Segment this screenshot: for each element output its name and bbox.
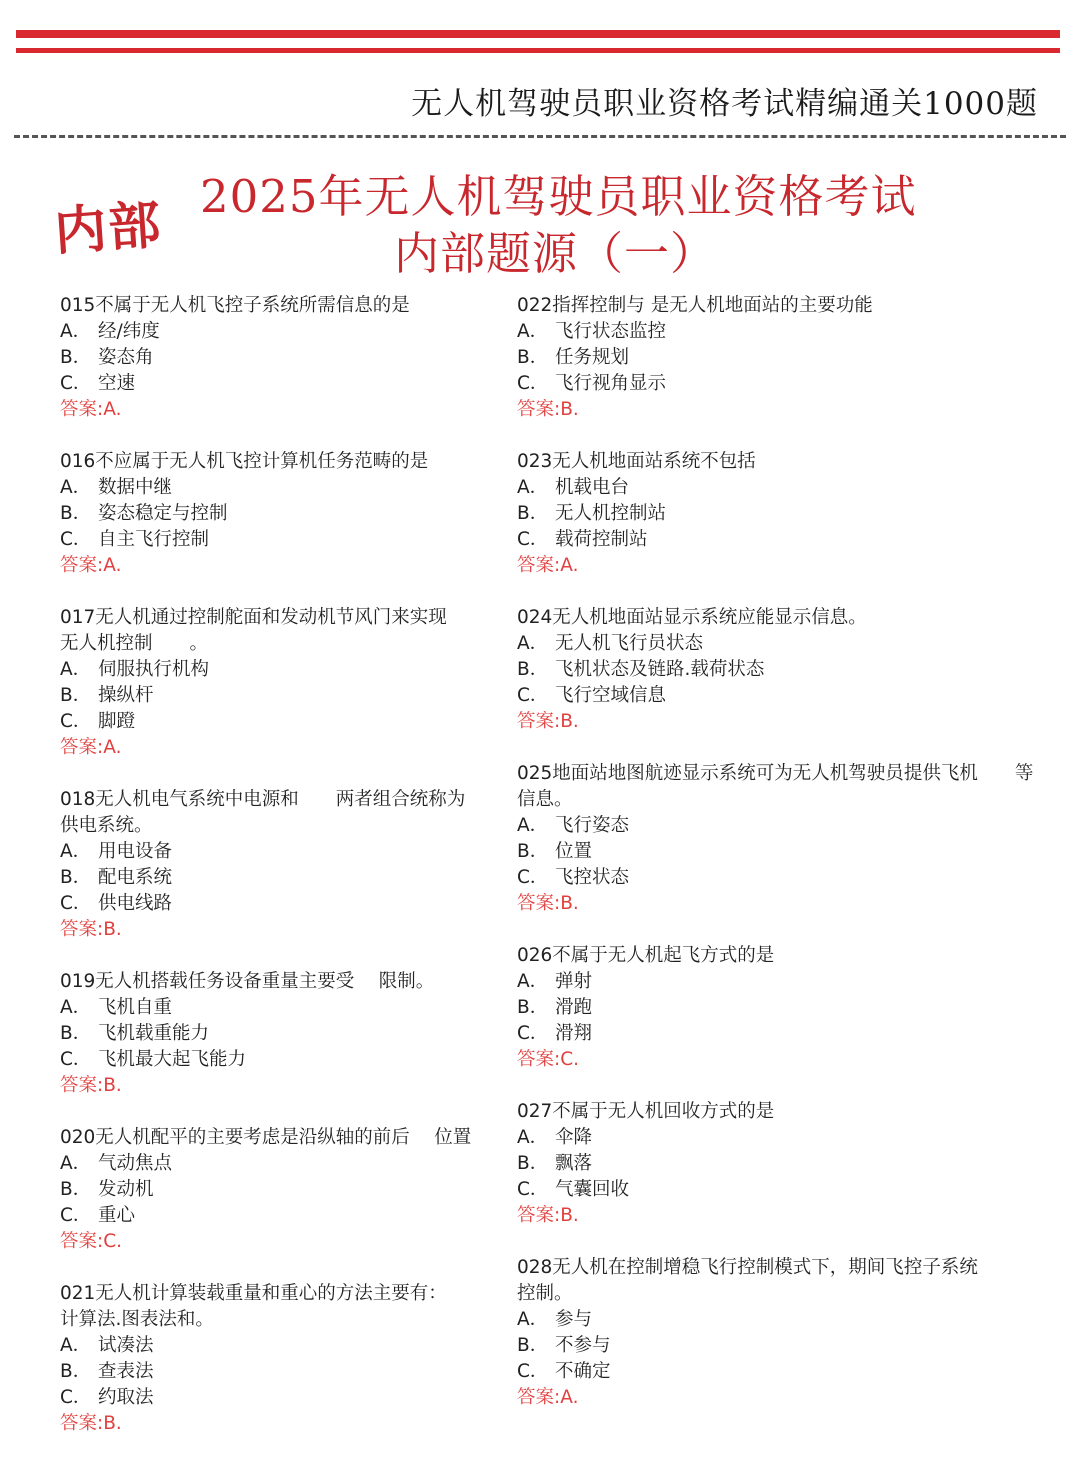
- option-text: 飞行视角显示: [555, 373, 667, 394]
- answer-option: [60, 709, 490, 735]
- answer-option: [517, 969, 1045, 995]
- answer-key: 答案:A.: [517, 555, 579, 576]
- answer-option: [60, 1203, 490, 1229]
- option-text: 不参与: [555, 1335, 611, 1356]
- option-text: 经/纬度: [98, 321, 160, 342]
- option-text: 飞机最大起飞能力: [98, 1049, 247, 1070]
- question-text: 025地面站地图航迹显示系统可为无人机驾驶员提供飞机 等 信息。: [517, 763, 1034, 810]
- option-letter: C．: [517, 1361, 549, 1382]
- option-letter: C．: [60, 529, 92, 550]
- question-text: 015不属于无人机飞控子系统所需信息的是: [60, 295, 410, 316]
- answer-option: [60, 371, 490, 397]
- option-letter: A．: [517, 1127, 549, 1148]
- answer-option: [517, 1333, 1045, 1359]
- option-letter: B．: [517, 659, 549, 680]
- option-letter: B．: [517, 1335, 549, 1356]
- option-text: 查表法: [98, 1361, 154, 1382]
- answer-option: [60, 527, 490, 553]
- option-letter: A．: [60, 1335, 92, 1356]
- option-letter: C．: [60, 1049, 92, 1070]
- option-text: 任务规划: [555, 347, 630, 368]
- top-red-bar: [16, 30, 1060, 38]
- question-text: 023无人机地面站系统不包括: [517, 451, 756, 472]
- question-item: [60, 787, 490, 943]
- answer-option: [60, 1177, 490, 1203]
- option-letter: C．: [60, 893, 92, 914]
- answer-option: [60, 345, 490, 371]
- option-text: 姿态角: [98, 347, 154, 368]
- option-letter: A．: [60, 321, 92, 342]
- question-item: [517, 1255, 1045, 1411]
- question-item: [60, 449, 490, 579]
- option-text: 发动机: [98, 1179, 154, 1200]
- document-header-title: 无人机驾驶员职业资格考试精编通关1000题: [411, 86, 1038, 122]
- answer-option: [517, 475, 1045, 501]
- answer-option: [60, 865, 490, 891]
- top-red-bar-thin: [16, 48, 1060, 53]
- answer-key: 答案:B.: [517, 399, 579, 420]
- page-title: [200, 168, 917, 282]
- answer-option: [517, 1021, 1045, 1047]
- question-text: 022指挥控制与 是无人机地面站的主要功能: [517, 295, 873, 316]
- answer-key: 答案:A.: [517, 1387, 579, 1408]
- option-text: 飞行空域信息: [555, 685, 667, 706]
- option-text: 无人机控制站: [555, 503, 667, 524]
- option-text: 试凑法: [98, 1335, 154, 1356]
- answer-option: [517, 501, 1045, 527]
- option-text: 数据中继: [98, 477, 173, 498]
- option-text: 飘落: [555, 1153, 593, 1174]
- answer-option: [517, 527, 1045, 553]
- answer-key: 答案:A.: [60, 555, 122, 576]
- option-letter: C．: [60, 373, 92, 394]
- answer-option: [60, 1021, 490, 1047]
- answer-option: [517, 319, 1045, 345]
- option-letter: C．: [517, 867, 549, 888]
- answer-option: [517, 995, 1045, 1021]
- option-letter: A．: [60, 997, 92, 1018]
- question-item: [517, 1099, 1045, 1229]
- answer-option: [60, 657, 490, 683]
- answer-option: [517, 1125, 1045, 1151]
- answer-option: [60, 1385, 490, 1411]
- option-letter: A．: [517, 971, 549, 992]
- option-text: 载荷控制站: [555, 529, 648, 550]
- question-item: [517, 605, 1045, 735]
- page-title-line-1: 2025年无人机驾驶员职业资格考试: [200, 170, 917, 223]
- question-item: [517, 293, 1045, 423]
- option-text: 供电线路: [98, 893, 173, 914]
- question-item: [517, 943, 1045, 1073]
- option-text: 伞降: [555, 1127, 593, 1148]
- question-text: 024无人机地面站显示系统应能显示信息。: [517, 607, 867, 628]
- option-text: 飞机载重能力: [98, 1023, 210, 1044]
- option-text: 伺服执行机构: [98, 659, 210, 680]
- option-text: 机载电台: [555, 477, 630, 498]
- option-letter: B．: [60, 867, 92, 888]
- option-letter: B．: [517, 997, 549, 1018]
- question-item: [60, 1281, 490, 1437]
- question-item: [517, 761, 1045, 917]
- option-letter: B．: [517, 841, 549, 862]
- option-text: 重心: [98, 1205, 136, 1226]
- question-text: 021无人机计算装载重量和重心的方法主要有： 计算法.图表法和。: [60, 1283, 447, 1330]
- answer-option: [60, 501, 490, 527]
- option-letter: B．: [60, 1023, 92, 1044]
- option-text: 滑翔: [555, 1023, 593, 1044]
- question-text: 020无人机配平的主要考虑是沿纵轴的前后 位置: [60, 1127, 472, 1148]
- answer-key: 答案:C.: [517, 1049, 580, 1070]
- answer-key: 答案:B.: [517, 893, 579, 914]
- option-text: 操纵杆: [98, 685, 154, 706]
- question-text: 018无人机电气系统中电源和 两者组合统称为 供电系统。: [60, 789, 466, 836]
- right-question-column: [517, 293, 1045, 1437]
- option-text: 气囊回收: [555, 1179, 630, 1200]
- option-letter: C．: [60, 1205, 92, 1226]
- option-letter: B．: [60, 1361, 92, 1382]
- option-text: 飞机状态及链路.载荷状态: [555, 659, 765, 680]
- answer-key: 答案:B.: [517, 711, 579, 732]
- answer-key: 答案:B.: [60, 1075, 122, 1096]
- answer-option: [60, 1359, 490, 1385]
- option-letter: A．: [60, 659, 92, 680]
- option-text: 用电设备: [98, 841, 173, 862]
- answer-option: [60, 319, 490, 345]
- answer-key: 答案:A.: [60, 737, 122, 758]
- option-text: 不确定: [555, 1361, 611, 1382]
- answer-option: [60, 1333, 490, 1359]
- option-letter: A．: [60, 477, 92, 498]
- question-item: [60, 1125, 490, 1255]
- question-item: [60, 293, 490, 423]
- option-letter: C．: [517, 1023, 549, 1044]
- option-text: 参与: [555, 1309, 593, 1330]
- answer-option: [517, 657, 1045, 683]
- option-letter: A．: [60, 1153, 92, 1174]
- option-letter: C．: [60, 711, 92, 732]
- answer-option: [517, 345, 1045, 371]
- answer-key: 答案:B.: [517, 1205, 579, 1226]
- option-letter: C．: [517, 373, 549, 394]
- answer-option: [517, 813, 1045, 839]
- answer-option: [517, 683, 1045, 709]
- option-text: 飞机自重: [98, 997, 173, 1018]
- option-text: 滑跑: [555, 997, 593, 1018]
- option-letter: A．: [517, 1309, 549, 1330]
- question-text: 028无人机在控制增稳飞行控制模式下，期间飞控子系统 控制。: [517, 1257, 978, 1304]
- option-text: 飞控状态: [555, 867, 630, 888]
- option-letter: C．: [517, 529, 549, 550]
- answer-option: [517, 1307, 1045, 1333]
- option-letter: B．: [517, 1153, 549, 1174]
- dashed-divider: [14, 135, 1066, 138]
- answer-key: 答案:C.: [60, 1231, 123, 1252]
- option-text: 空速: [98, 373, 136, 394]
- answer-option: [60, 1047, 490, 1073]
- answer-option: [517, 1151, 1045, 1177]
- answer-option: [517, 371, 1045, 397]
- option-letter: B．: [60, 503, 92, 524]
- option-letter: B．: [517, 347, 549, 368]
- question-item: [60, 969, 490, 1099]
- answer-key: 答案:B.: [60, 919, 122, 940]
- option-text: 姿态稳定与控制: [98, 503, 228, 524]
- option-text: 自主飞行控制: [98, 529, 210, 550]
- answer-key: 答案:A.: [60, 399, 122, 420]
- answer-option: [60, 475, 490, 501]
- answer-option: [517, 1359, 1045, 1385]
- option-text: 气动焦点: [98, 1153, 173, 1174]
- question-text: 027不属于无人机回收方式的是: [517, 1101, 775, 1122]
- option-letter: B．: [60, 685, 92, 706]
- option-text: 约取法: [98, 1387, 154, 1408]
- page-title-line-2: 内部题源（一）: [393, 227, 716, 280]
- option-text: 弹射: [555, 971, 593, 992]
- option-letter: A．: [60, 841, 92, 862]
- question-text: 019无人机搭载任务设备重量主要受 限制。: [60, 971, 435, 992]
- left-question-column: [60, 293, 490, 1463]
- answer-option: [60, 683, 490, 709]
- option-text: 位置: [555, 841, 593, 862]
- question-text: 016不应属于无人机飞控计算机任务范畴的是: [60, 451, 429, 472]
- answer-option: [60, 891, 490, 917]
- question-text: 017无人机通过控制舵面和发动机节风门来实现 无人机控制 。: [60, 607, 447, 654]
- answer-option: [517, 631, 1045, 657]
- option-letter: A．: [517, 815, 549, 836]
- option-letter: B．: [517, 503, 549, 524]
- option-text: 飞行状态监控: [555, 321, 667, 342]
- option-text: 无人机飞行员状态: [555, 633, 704, 654]
- internal-stamp: 内部: [52, 194, 165, 263]
- option-letter: B．: [60, 1179, 92, 1200]
- option-text: 脚蹬: [98, 711, 136, 732]
- option-letter: C．: [517, 1179, 549, 1200]
- answer-option: [517, 839, 1045, 865]
- option-text: 配电系统: [98, 867, 173, 888]
- answer-key: 答案:B.: [60, 1413, 122, 1434]
- answer-option: [517, 865, 1045, 891]
- question-text: 026不属于无人机起飞方式的是: [517, 945, 775, 966]
- option-letter: A．: [517, 633, 549, 654]
- question-item: [60, 605, 490, 761]
- question-item: [517, 449, 1045, 579]
- option-text: 飞行姿态: [555, 815, 630, 836]
- answer-option: [517, 1177, 1045, 1203]
- option-letter: A．: [517, 477, 549, 498]
- option-letter: C．: [517, 685, 549, 706]
- answer-option: [60, 839, 490, 865]
- option-letter: A．: [517, 321, 549, 342]
- option-letter: C．: [60, 1387, 92, 1408]
- answer-option: [60, 1151, 490, 1177]
- answer-option: [60, 995, 490, 1021]
- option-letter: B．: [60, 347, 92, 368]
